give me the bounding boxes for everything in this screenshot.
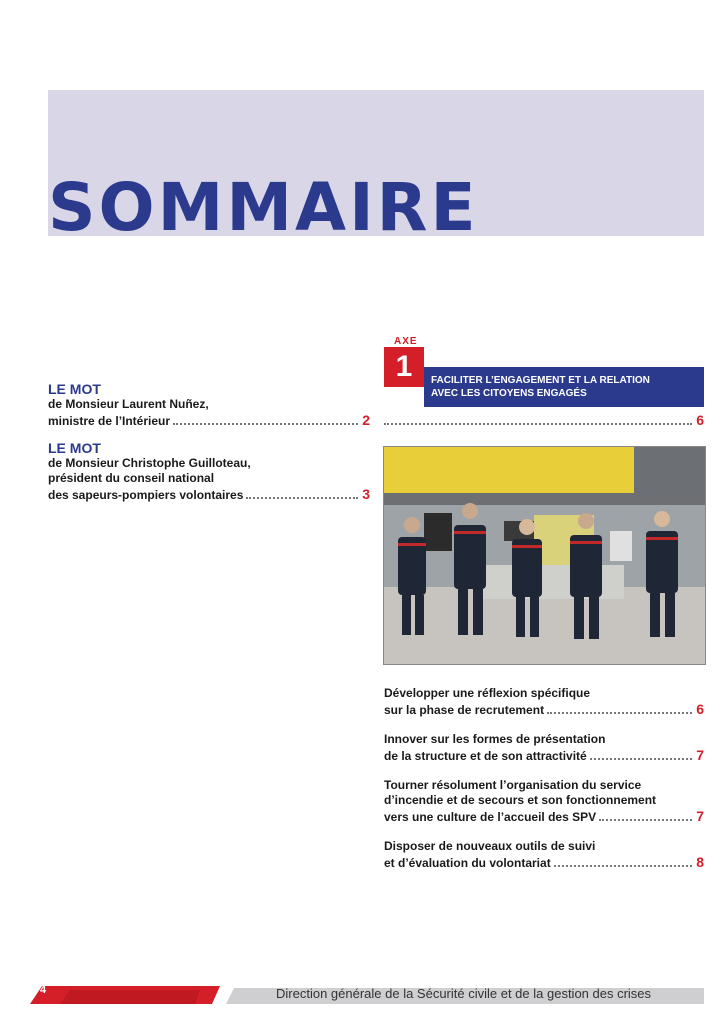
photo-illustration [384,447,705,664]
axe-title-line: AVEC LES CITOYENS ENGAGÉS [431,388,587,399]
toc-item-line: d’incendie et de secours et son fonctionnement [384,793,657,807]
mot-line: ministre de l’Intérieur [48,414,171,428]
page-number: 6 [696,412,704,428]
toc-item[interactable] [384,778,704,825]
axe-label: AXE [394,336,418,347]
leader-dots [246,497,358,499]
axe-title[interactable] [431,374,650,400]
page-number: 2 [362,412,370,428]
mot-entry-2[interactable] [48,440,370,503]
mot-line: de Monsieur Laurent Nuñez, [48,397,209,411]
page-number: 3 [362,486,370,502]
page-title: SOMMAIRE [48,169,479,246]
toc-item[interactable] [384,732,704,764]
toc-item-line: sur la phase de recrutement [384,703,545,717]
toc-item-line: Innover sur les formes de présentation [384,732,606,746]
leader-dots [554,865,693,867]
axe-page-row[interactable] [384,412,704,428]
mot-heading: LE MOT [48,440,101,456]
page-number: 7 [696,808,704,824]
footer-page-number: 4 [40,984,47,996]
axe-number: 1 [384,347,424,387]
mot-entry-1[interactable] [48,381,370,429]
mot-heading: LE MOT [48,381,101,397]
leader-dots [547,712,692,714]
page-number: 6 [696,701,704,717]
toc-item-line: de la structure et de son attractivité [384,749,587,763]
firefighters-photo [383,446,706,665]
toc-item-line: Développer une réflexion spécifique [384,686,591,700]
mot-line: des sapeurs-pompiers volontaires [48,488,244,502]
toc-item-line: vers une culture de l’accueil des SPV [384,810,597,824]
leader-dots [599,819,692,821]
page-number: 8 [696,854,704,870]
toc-item[interactable] [384,839,704,871]
axe-items-list [384,686,704,885]
toc-item[interactable] [384,686,704,718]
mot-line: président du conseil national [48,471,215,485]
toc-item-line: Disposer de nouveaux outils de suivi [384,839,596,853]
axe-title-line: FACILITER L’ENGAGEMENT ET LA RELATION [431,375,650,386]
toc-item-line: et d’évaluation du volontariat [384,856,551,870]
leader-dots [590,758,692,760]
leader-dots [173,423,358,425]
toc-item-line: Tourner résolument l’organisation du service [384,778,642,792]
leader-dots [384,423,692,425]
page-number: 7 [696,747,704,763]
footer-text: Direction générale de la Sécurité civile et de la gestion des crises [276,986,652,1001]
mot-line: de Monsieur Christophe Guilloteau, [48,456,251,470]
